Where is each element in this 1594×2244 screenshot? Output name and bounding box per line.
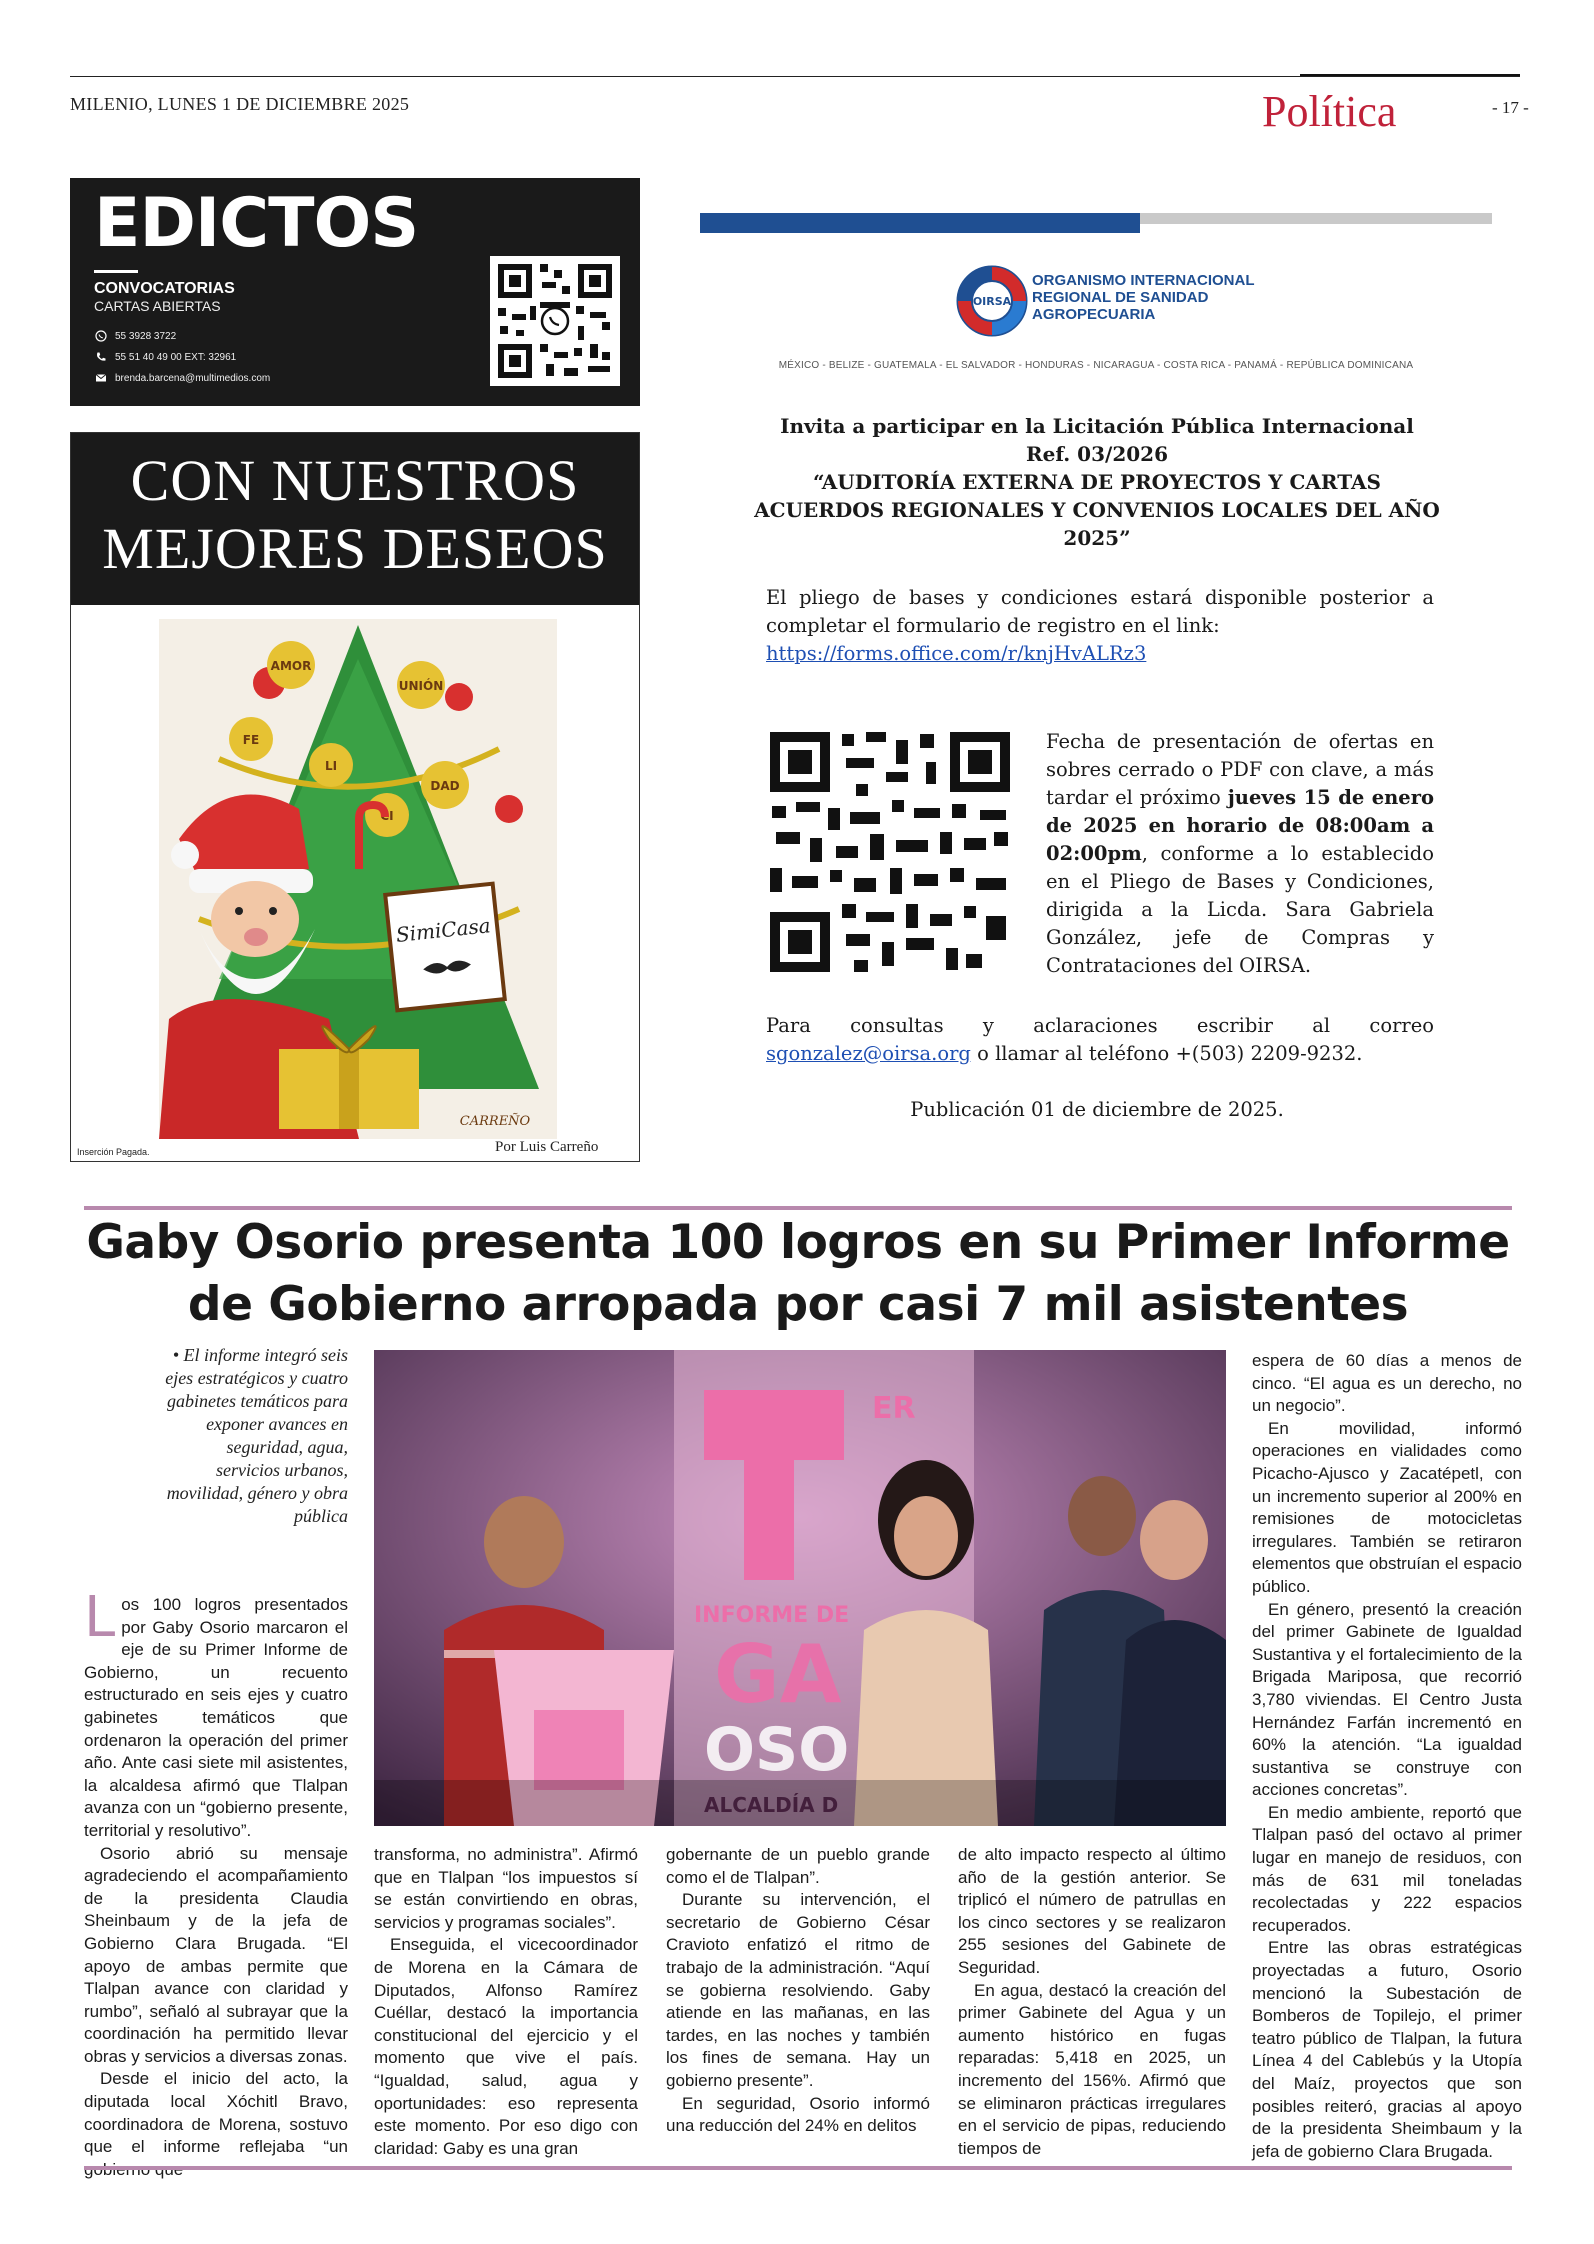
oirsa-contact-line1: Para consultas y aclaraciones escribir al correo: [766, 1014, 1434, 1037]
edictos-title: EDICTOS: [94, 184, 419, 263]
oirsa-deadline-pre: Fecha de presentación de ofertas en sobres cerrado o PDF con clave, a más tardar el próximo: [1046, 730, 1434, 809]
article-column-5: [1252, 1350, 1522, 2163]
photo-sign-er: ER: [872, 1391, 916, 1426]
edictos-email: [94, 372, 270, 385]
col2-paragraph-2: Enseguida, el vicecoordinador de Morena en la Cámara de Diputados, Alfonso Ramírez Cuéllar, destacó la importancia constitucional del ejercicio y el momento que vive el país. “Igualdad, salud, agua y oportunidades: eso representa este momento. Por eso digo con claridad: Gaby es una gran: [374, 1935, 638, 2158]
page-number: - 17 -: [1492, 98, 1529, 117]
oirsa-org-name: [1032, 272, 1255, 323]
artist-signature: CARREÑO: [459, 1114, 531, 1129]
col4-paragraph-2: En agua, destacó la creación del primer Gabinete del Agua y un aumento histórico en fugas reparadas: 5,418 en 2025, un incremento del 156%. Afirmó que se eliminaron prácticas irregulares en el servicio de pipas, reduciendo tiempos de: [958, 1980, 1226, 2158]
col2-paragraph-1: transforma, no administra”. Afirmó que en Tlalpan “los impuestos sí se están convirtiendo en obras, servicios y programas sociales”.: [374, 1845, 638, 1932]
col5-paragraph-5: Entre las obras estratégicas proyectadas a futuro, Osorio mencionó la Subestación de Bomberos de Topilejo, el primer teatro público de Tlalpan, la futura Línea 4 del Cablebús y la Utopía del Maíz, proyectos que son posibles reiteró, gracias al apoyo de la presidenta Sheimbaum y la jefa de gobierno Clara Brugada.: [1252, 1938, 1522, 2161]
sign-simicasa: SimiCasa: [394, 913, 492, 947]
oirsa-contact-email[interactable]: sgonzalez@oirsa.org: [766, 1042, 971, 1065]
col5-paragraph-1: espera de 60 días a menos de cinco. “El agua es un derecho, no un negocio”.: [1252, 1351, 1522, 1416]
oirsa-publication: Publicación 01 de diciembre de 2025.: [910, 1098, 1284, 1121]
oirsa-org-line2: REGIONAL DE SANIDAD: [1032, 289, 1209, 306]
oirsa-deadline-date: jueves 15 de enero de 2025 en horario de 08:00am a 02:00pm: [1046, 786, 1434, 865]
oirsa-countries: MÉXICO - BELIZE - GUATEMALA - EL SALVADOR - HONDURAS - NICARAGUA - COSTA RICA - PANAMÁ - REPÚBLICA DOMINICANA: [778, 360, 1414, 371]
whatsapp-number: 55 3928 3722: [115, 331, 177, 342]
oirsa-invite-line3: “AUDITORÍA EXTERNA DE PROYECTOS Y CARTAS: [813, 470, 1381, 494]
greetings-ad: [70, 432, 640, 1162]
edictos-convocatorias: CONVOCATORIAS: [94, 280, 235, 297]
oirsa-logo-text: OIRSA: [972, 295, 1012, 308]
oirsa-org-line1: ORGANISMO INTERNACIONAL: [1032, 272, 1255, 289]
edictos-whatsapp: [94, 330, 176, 343]
oirsa-qr-code: [766, 728, 1014, 976]
top-rule: [70, 76, 1520, 77]
col5-paragraph-4: En medio ambiente, reportó que Tlalpan pasó del octavo al primer lugar en manejo de residuos, con más de 631 mil toneladas recolectadas y 222 espacios recuperados.: [1252, 1802, 1522, 1935]
oirsa-contact-phone: o llamar al teléfono +(503) 2209-9232.: [977, 1042, 1363, 1065]
section-name: Política: [1262, 87, 1397, 136]
greetings-headline-line1: CON NUESTROS: [130, 448, 580, 513]
ornament-li: LI: [324, 759, 338, 773]
article-bottom-rule: [84, 2166, 1512, 2170]
col3-paragraph-3: En seguridad, Osorio informó una reducción del 24% en delitos: [666, 2093, 930, 2136]
edictos-cartas: CARTAS ABIERTAS: [94, 298, 221, 314]
col4-paragraph-1: de alto impacto respecto al último año de la gestión anterior. Se triplicó el número de patrullas en los cinco sectores y se realizaron 255 sesiones del Gabinete de Seguridad.: [958, 1845, 1226, 1977]
oirsa-band-gray: [1140, 213, 1492, 224]
col5-paragraph-2: En movilidad, informó operaciones en vialidades como Picacho-Ajusco y Zacatépetl, con un incremento superior al 200% en remisiones de motocicletas irregulares. También se retiraron elementos que obstruían el espacio público.: [1252, 1418, 1522, 1596]
christmas-illustration: [159, 619, 557, 1139]
col1-paragraph-2: Osorio abrió su mensaje agradeciendo el acompañamiento de la presidenta Claudia Sheinbaum y de la jefa de Gobierno Clara Brugada. “El apoyo de ambas permite que Tlalpan avance con claridad y rumbo”, señaló al subrayar que la coordinación ha permitido llevar obras y servicios a diversas zonas.: [84, 1843, 348, 2066]
article-headline-line2: de Gobierno arropada por casi 7 mil asistentes: [187, 1277, 1409, 1332]
greetings-headline-line2: MEJORES DESEOS: [102, 516, 608, 581]
article-dek: • El informe integró seis ejes estratégicos y cuatro gabinetes temáticos para exponer avances en seguridad, agua, servicios urbanos, movilidad, género y obra pública: [165, 1345, 348, 1526]
mail-icon: [94, 372, 107, 385]
photo-sign-name1: GA: [714, 1628, 842, 1721]
oirsa-logo: [953, 262, 1031, 340]
edictos-qr-code: [490, 256, 620, 386]
oirsa-form-link[interactable]: https://forms.office.com/r/knjHvALRz3: [766, 642, 1147, 665]
ornament-amor: AMOR: [270, 659, 312, 673]
article-column-4: [958, 1844, 1226, 2160]
masthead-date: MILENIO, LUNES 1 DE DICIEMBRE 2025: [70, 94, 410, 114]
phone-number: 55 51 40 49 00 EXT: 32961: [115, 352, 237, 363]
greetings-header: [71, 433, 639, 605]
email-address: brenda.barcena@multimedios.com: [115, 373, 271, 384]
drop-cap: L: [84, 1585, 116, 1650]
oirsa-bases-text: El pliego de bases y condiciones estará disponible posterior a completar el formulario de registro en el link:: [766, 586, 1434, 637]
ornament-union: UNIÓN: [398, 679, 444, 693]
oirsa-org-line3: AGROPECUARIA: [1032, 306, 1156, 323]
oirsa-invite-line1: Invita a participar en la Licitación Pública Internacional: [780, 414, 1414, 438]
oirsa-reference: Ref. 03/2026: [1026, 442, 1168, 466]
col3-paragraph-2: Durante su intervención, el secretario de Gobierno César Cravioto enfatizó el ritmo de trabajo de la administración. “Aquí se gobierna resolviendo. Gaby atiende en las mañanas, en las tardes, en las noches y también los fines de semana. Hay un gobierno presente”.: [666, 1890, 930, 2090]
col5-paragraph-3: En género, presentó la creación del primer Gabinete de Igualdad Sustantiva y el fortalecimiento de la Brigada Mariposa, que recorrió 3,780 viviendas. El Centro Justa Hernández Farfán incrementó en 60% la atención. “La igualdad sustantiva se construye con acciones concretas”.: [1252, 1599, 1522, 1800]
oirsa-invite-line4: ACUERDOS REGIONALES Y CONVENIOS LOCALES DEL AÑO: [754, 498, 1440, 522]
edictos-divider: [94, 270, 138, 273]
oirsa-invite-line5: 2025”: [1063, 526, 1131, 550]
photo-sign-informe: INFORME DE: [694, 1603, 850, 1628]
whatsapp-icon: [94, 330, 107, 343]
col3-paragraph-1: gobernante de un pueblo grande como el de Tlalpan”.: [666, 1845, 930, 1887]
article-column-2: [374, 1844, 638, 2160]
paid-insertion-note: Inserción Pagada.: [77, 1147, 150, 1157]
ornament-fe: FE: [242, 733, 260, 747]
edictos-phone: [94, 351, 236, 364]
col1-paragraph-3: Desde el inicio del acto, la diputada local Xóchitl Bravo, coordinadora de Morena, sostuvo que el informe reflejaba “un: [84, 2069, 348, 2157]
photo-sign-alcaldia: ALCALDÍA D: [704, 1793, 839, 1817]
oirsa-contact-line2: [766, 1040, 1434, 1068]
ornament-ci: CI: [380, 809, 394, 823]
photo-sign-name2: OSO: [704, 1715, 850, 1785]
oirsa-band-blue: [700, 213, 1140, 233]
article-photo: [374, 1350, 1226, 1826]
col1-paragraph-1: os 100 logros presentados por Gaby Osorio marcaron el eje de su Primer Informe de Gobierno, un recuento estructurado en seis ejes y cuatro gabinetes temáticos que ordenaron la operación del primer año. Ante casi siete mil asistentes, la alcaldesa afirmó que Tlalpan avanza con un “gobierno presente, territorial y resolutivo”.: [84, 1595, 348, 1840]
oirsa-bases: [766, 584, 1434, 668]
phone-icon: [94, 351, 107, 364]
article-top-rule: [84, 1206, 1512, 1210]
oirsa-deadline-post: , conforme a lo establecido en el Pliego de Bases y Condiciones, dirigida a la Licda. Sara Gabriela González, jefe de Compras y Contrataciones del OIRSA.: [1046, 842, 1434, 977]
article-column-1: [84, 1585, 348, 2181]
illustration-credit: Por Luis Carreño: [495, 1139, 599, 1155]
article-column-3: [666, 1844, 930, 2138]
article-headline-line1: Gaby Osorio presenta 100 logros en su Primer Informe: [86, 1215, 1510, 1270]
oirsa-deadline: [1046, 728, 1434, 980]
edictos-ad: [70, 178, 640, 406]
ornament-dad: DAD: [430, 779, 460, 793]
